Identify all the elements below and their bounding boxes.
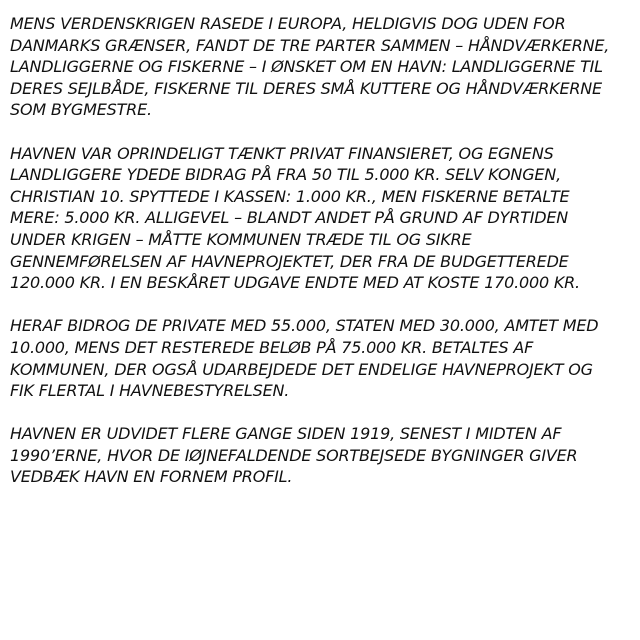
paragraph-2: HAVNEN VAR OPRINDELIGT TÆNKT PRIVAT FINANSIERET, OG EGNENS LANDLIGGERE YDEDE BIDRAG PÅ FRA 50 TIL 5.000 KR. SELV KONGEN, CHRISTIAN 10. SPYTTEDE I KASSEN: 1.000 KR., MEN FISKERNE BETALTE MERE: 5.000 KR. ALLIGEVEL – BLANDT ANDET PÅ GRUND AF DYRTIDEN UNDER KRIGEN – MÅTTE KOMMUNEN TRÆDE TIL OG SIKRE GENNEMFØRELSEN AF HAVNEPROJEKTET, DER FRA DE BUDGETTEREDE 120.000 KR. I EN BESKÅRET UDGAVE ENDTE MED AT KOSTE 170.000 KR. [10,143,580,293]
paragraph-1: MENS VERDENSKRIGEN RASEDE I EUROPA, HELDIGVIS DOG UDEN FOR DANMARKS GRÆNSER, FANDT DE TRE PARTER SAMMEN – HÅNDVÆRKERNE, LANDLIGGERNE OG FISKERNE – I ØNSKET OM EN HAVN: LANDLIGGERNE TIL DERES SEJLBÅDE, FISKERNE TIL DERES SMÅ KUTTERE OG HÅNDVÆRKERNE SOM BYGMESTRE. [10,14,610,120]
paragraph-4: HAVNEN ER UDVIDET FLERE GANGE SIDEN 1919, SENEST I MIDTEN AF 1990’ERNE, HVOR DE IØJNEFALDENDE SORTBEJSEDE BYGNINGER GIVER VEDBÆK HAVN EN FORNEM PROFIL. [10,424,578,487]
paragraph-3: HERAF BIDROG DE PRIVATE MED 55.000, STATEN MED 30.000, AMTET MED 10.000, MENS DET RESTEREDE BELØB PÅ 75.000 KR. BETALTES AF KOMMUNEN, DER OGSÅ UDARBEJDEDE DET ENDELIGE HAVNEPROJEKT OG FIK FLERTAL I HAVNEBESTYRELSEN. [10,316,599,401]
